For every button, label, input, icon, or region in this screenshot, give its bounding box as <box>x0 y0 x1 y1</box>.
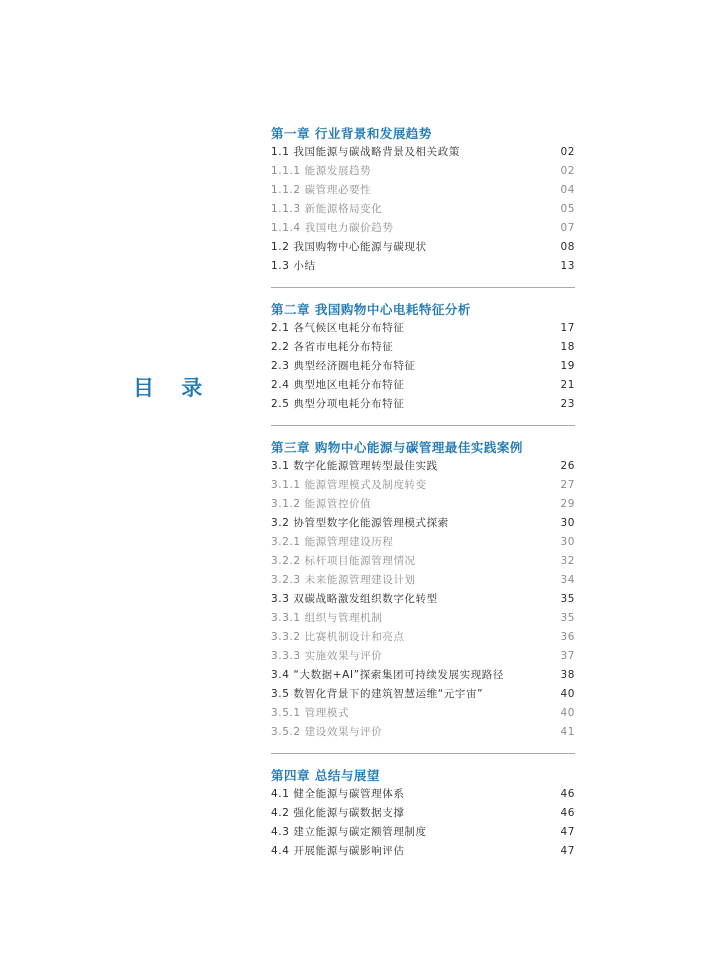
toc-section-entry[interactable] <box>271 823 575 842</box>
chapter-heading[interactable]: 第四章 总结与展望 <box>271 768 380 783</box>
entry-label: 3.3.2 比赛机制设计和亮点 <box>271 631 405 643</box>
entry-label: 1.1.3 新能源格局变化 <box>271 203 383 215</box>
chapter-section <box>271 300 575 414</box>
chapter-divider <box>271 753 575 754</box>
entry-label: 2.2 各省市电耗分布特征 <box>271 341 394 353</box>
toc-subsection-entry[interactable] <box>271 628 575 647</box>
toc-section-entry[interactable] <box>271 319 575 338</box>
toc-subsection-entry[interactable] <box>271 200 575 219</box>
entry-label: 4.3 建立能源与碳定额管理制度 <box>271 826 427 838</box>
toc-subsection-entry[interactable] <box>271 162 575 181</box>
toc-section-entry[interactable] <box>271 143 575 162</box>
page-number: 35 <box>560 612 575 624</box>
page-number: 46 <box>560 807 575 819</box>
entry-label: 3.3.3 实施效果与评价 <box>271 650 383 662</box>
chapter-heading[interactable]: 第一章 行业背景和发展趋势 <box>271 126 432 141</box>
toc-section-entry[interactable] <box>271 357 575 376</box>
toc-section-entry[interactable] <box>271 804 575 823</box>
toc-section-entry[interactable] <box>271 257 575 276</box>
page-number: 29 <box>560 498 575 510</box>
entry-label: 2.1 各气候区电耗分布特征 <box>271 322 405 334</box>
chapter-section <box>271 766 575 861</box>
page-number: 47 <box>560 845 575 857</box>
page-number: 38 <box>560 669 575 681</box>
entry-label: 1.1 我国能源与碳战略背景及相关政策 <box>271 146 460 158</box>
entry-label: 1.2 我国购物中心能源与碳现状 <box>271 241 427 253</box>
entry-label: 4.2 强化能源与碳数据支撑 <box>271 807 405 819</box>
page-number: 02 <box>560 165 575 177</box>
toc-section-entry[interactable] <box>271 685 575 704</box>
page-number: 32 <box>560 555 575 567</box>
toc-subsection-entry[interactable] <box>271 476 575 495</box>
toc-subsection-entry[interactable] <box>271 181 575 200</box>
page-number: 18 <box>560 341 575 353</box>
toc-section-entry[interactable] <box>271 785 575 804</box>
page-number: 05 <box>560 203 575 215</box>
toc-section-entry[interactable] <box>271 238 575 257</box>
page-number: 17 <box>560 322 575 334</box>
page-number: 27 <box>560 479 575 491</box>
entry-label: 3.3 双碳战略激发组织数字化转型 <box>271 593 438 605</box>
chapter-divider <box>271 425 575 426</box>
entry-label: 3.1.2 能源管控价值 <box>271 498 372 510</box>
entry-label: 3.5.2 建设效果与评价 <box>271 726 383 738</box>
toc-title: 目 录 <box>133 376 213 400</box>
entry-label: 3.2.3 未来能源管理建设计划 <box>271 574 416 586</box>
toc-section-entry[interactable] <box>271 376 575 395</box>
toc-subsection-entry[interactable] <box>271 704 575 723</box>
entry-label: 3.2.2 标杆项目能源管理情况 <box>271 555 416 567</box>
entry-label: 3.5 数智化背景下的建筑智慧运维“元宇宙” <box>271 688 484 700</box>
entry-label: 1.1.4 我国电力碳价趋势 <box>271 222 394 234</box>
page-number: 19 <box>560 360 575 372</box>
toc-subsection-entry[interactable] <box>271 571 575 590</box>
entry-label: 4.1 健全能源与碳管理体系 <box>271 788 405 800</box>
page-number: 23 <box>560 398 575 410</box>
page-number: 21 <box>560 379 575 391</box>
entry-label: 3.4 “大数据+AI”探索集团可持续发展实现路径 <box>271 669 504 681</box>
page-number: 30 <box>560 517 575 529</box>
toc-subsection-entry[interactable] <box>271 533 575 552</box>
page-number: 13 <box>560 260 575 272</box>
toc-section-entry[interactable] <box>271 514 575 533</box>
toc-subsection-entry[interactable] <box>271 219 575 238</box>
page-number: 07 <box>560 222 575 234</box>
entry-label: 2.5 典型分项电耗分布特征 <box>271 398 405 410</box>
toc-subsection-entry[interactable] <box>271 495 575 514</box>
chapter-divider <box>271 287 575 288</box>
entry-label: 2.4 典型地区电耗分布特征 <box>271 379 405 391</box>
page-number: 47 <box>560 826 575 838</box>
page-number: 40 <box>560 688 575 700</box>
page-number: 26 <box>560 460 575 472</box>
entry-label: 1.3 小结 <box>271 260 316 272</box>
chapter-heading[interactable]: 第二章 我国购物中心电耗特征分析 <box>271 302 471 317</box>
entry-label: 3.1.1 能源管理模式及制度转变 <box>271 479 427 491</box>
toc-section-entry[interactable] <box>271 842 575 861</box>
page-number: 30 <box>560 536 575 548</box>
chapter-section <box>271 438 575 742</box>
page-number: 41 <box>560 726 575 738</box>
page-number: 37 <box>560 650 575 662</box>
page-number: 46 <box>560 788 575 800</box>
page-number: 04 <box>560 184 575 196</box>
toc-subsection-entry[interactable] <box>271 552 575 571</box>
toc-section-entry[interactable] <box>271 457 575 476</box>
page-number: 40 <box>560 707 575 719</box>
entry-label: 3.5.1 管理模式 <box>271 707 350 719</box>
page-number: 02 <box>560 146 575 158</box>
toc-subsection-entry[interactable] <box>271 723 575 742</box>
toc-section-entry[interactable] <box>271 666 575 685</box>
entry-label: 3.1 数字化能源管理转型最佳实践 <box>271 460 438 472</box>
chapter-section <box>271 124 575 276</box>
entry-label: 3.3.1 组织与管理机制 <box>271 612 383 624</box>
entry-label: 4.4 开展能源与碳影响评估 <box>271 845 405 857</box>
toc-section-entry[interactable] <box>271 590 575 609</box>
entry-label: 2.3 典型经济圈电耗分布特征 <box>271 360 416 372</box>
page-number: 35 <box>560 593 575 605</box>
toc-subsection-entry[interactable] <box>271 609 575 628</box>
chapter-heading[interactable]: 第三章 购物中心能源与碳管理最佳实践案例 <box>271 440 523 455</box>
entry-label: 1.1.2 碳管理必要性 <box>271 184 372 196</box>
page-number: 08 <box>560 241 575 253</box>
entry-label: 1.1.1 能源发展趋势 <box>271 165 372 177</box>
page-number: 34 <box>560 574 575 586</box>
toc-section-entry[interactable] <box>271 395 575 414</box>
entry-label: 3.2.1 能源管理建设历程 <box>271 536 394 548</box>
toc-subsection-entry[interactable] <box>271 647 575 666</box>
entry-label: 3.2 协管型数字化能源管理模式探索 <box>271 517 449 529</box>
page-number: 36 <box>560 631 575 643</box>
toc-section-entry[interactable] <box>271 338 575 357</box>
table-of-contents <box>271 124 575 861</box>
